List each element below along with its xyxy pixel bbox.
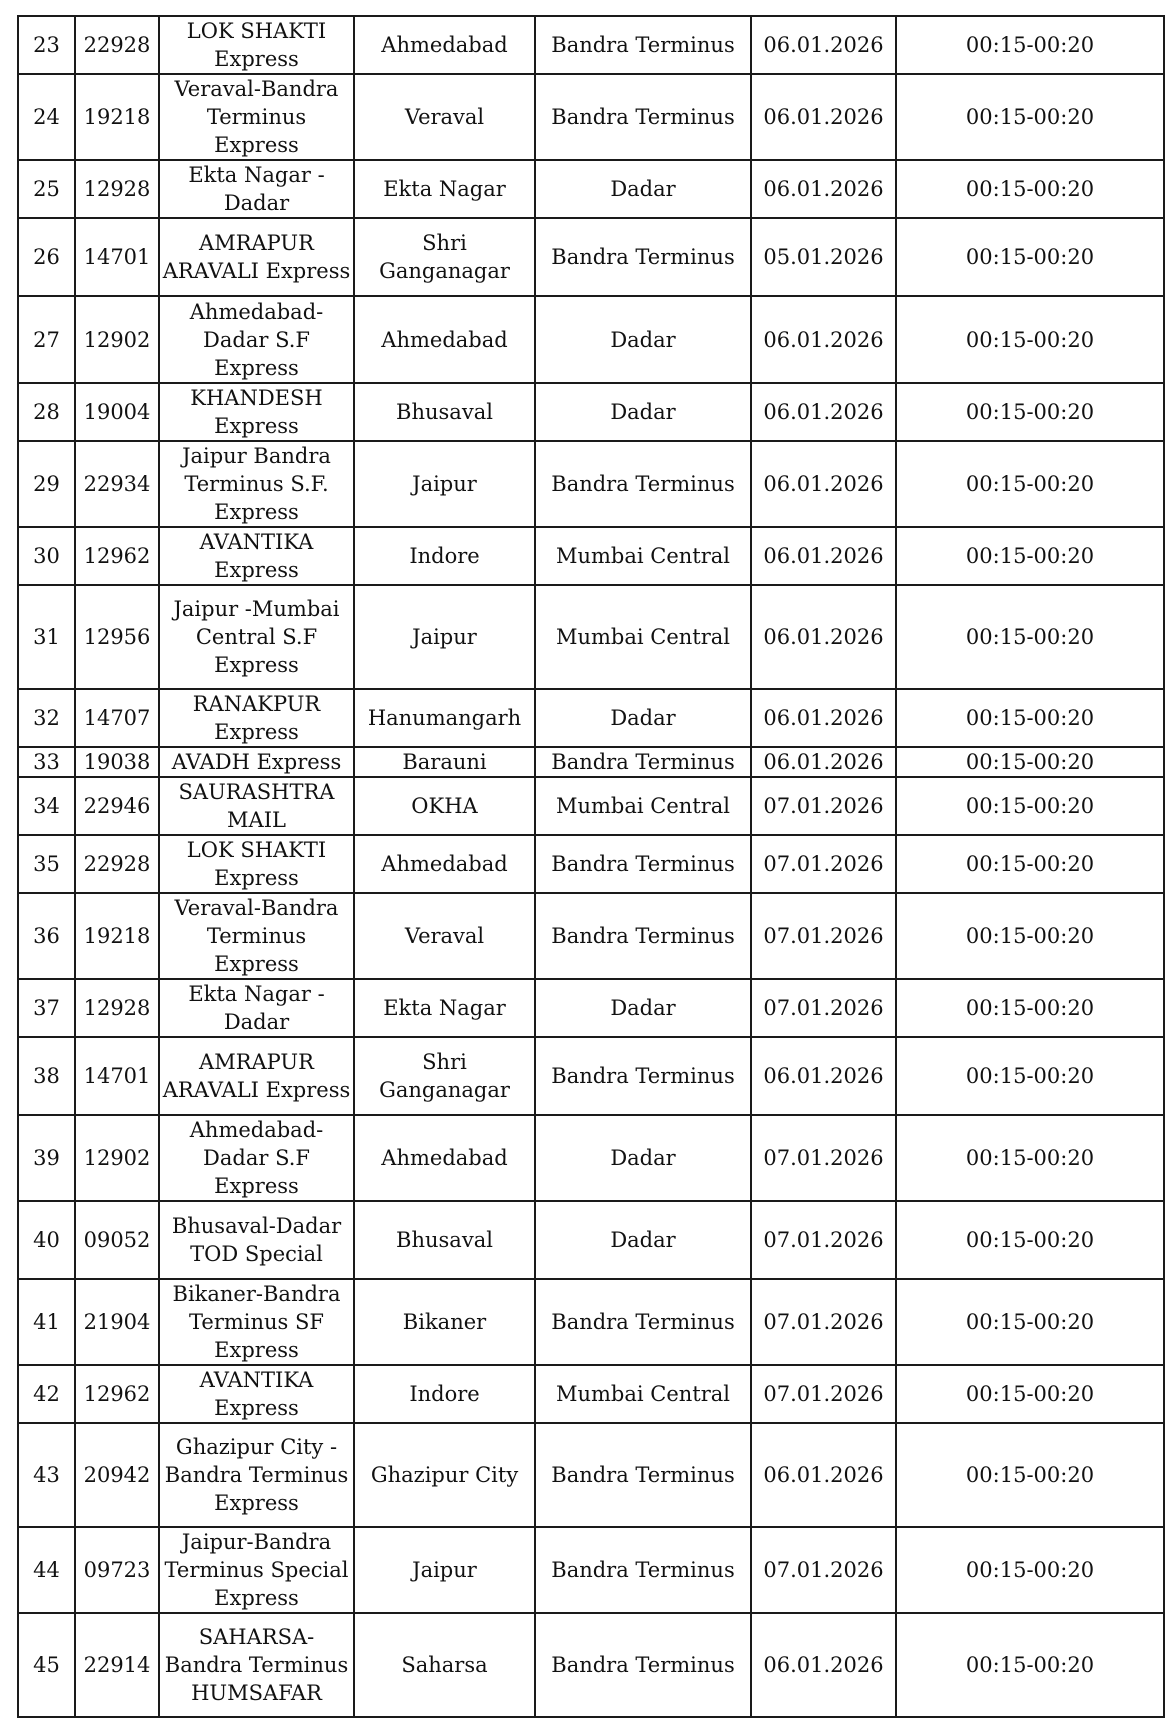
train-name-cell-line: Terminus SF bbox=[189, 1310, 324, 1334]
serial-number-cell: 24 bbox=[18, 74, 75, 160]
train-name-cell-line: Express bbox=[214, 1586, 299, 1610]
serial-number-cell: 33 bbox=[18, 747, 75, 777]
table-row bbox=[18, 1037, 1164, 1115]
serial-number-cell: 32 bbox=[18, 689, 75, 747]
date-cell: 06.01.2026 bbox=[751, 74, 896, 160]
to-station-cell: Bandra Terminus bbox=[535, 1037, 751, 1115]
train-number-cell: 12962 bbox=[75, 527, 159, 585]
train-name-cell-line: Express bbox=[214, 1396, 299, 1420]
date-cell: 06.01.2026 bbox=[751, 585, 896, 689]
train-name-cell-line: Express bbox=[214, 414, 299, 438]
to-station-cell: Bandra Terminus bbox=[535, 1613, 751, 1717]
date-cell: 06.01.2026 bbox=[751, 160, 896, 218]
table-row bbox=[18, 893, 1164, 979]
train-name-cell bbox=[159, 527, 354, 585]
from-station-cell bbox=[354, 1201, 535, 1279]
date-cell: 06.01.2026 bbox=[751, 16, 896, 74]
from-station-cell bbox=[354, 16, 535, 74]
train-name-cell-line: Express bbox=[214, 133, 299, 157]
train-name-cell-line: Central S.F bbox=[195, 625, 318, 649]
date-cell: 07.01.2026 bbox=[751, 1279, 896, 1365]
date-cell: 07.01.2026 bbox=[751, 979, 896, 1037]
train-name-cell-line: Dadar bbox=[223, 1010, 290, 1034]
time-cell: 00:15-00:20 bbox=[896, 16, 1164, 74]
table-row bbox=[18, 1365, 1164, 1423]
train-name-cell-line: Terminus Special bbox=[164, 1558, 349, 1582]
train-name-cell-line: Ekta Nagar - bbox=[188, 163, 325, 187]
time-cell: 00:15-00:20 bbox=[896, 1613, 1164, 1717]
from-station-cell bbox=[354, 1037, 535, 1115]
train-name-cell-line: Dadar bbox=[223, 191, 290, 215]
to-station-cell: Dadar bbox=[535, 296, 751, 383]
from-station-cell-line: Indore bbox=[409, 544, 480, 568]
to-station-cell: Mumbai Central bbox=[535, 585, 751, 689]
time-cell: 00:15-00:20 bbox=[896, 1423, 1164, 1527]
train-name-cell bbox=[159, 777, 354, 835]
date-cell: 07.01.2026 bbox=[751, 835, 896, 893]
from-station-cell-line: Barauni bbox=[402, 750, 487, 774]
from-station-cell bbox=[354, 585, 535, 689]
date-cell: 05.01.2026 bbox=[751, 218, 896, 296]
date-cell: 06.01.2026 bbox=[751, 1423, 896, 1527]
train-number-cell: 09052 bbox=[75, 1201, 159, 1279]
to-station-cell: Bandra Terminus bbox=[535, 441, 751, 527]
from-station-cell bbox=[354, 296, 535, 383]
train-number-cell: 12962 bbox=[75, 1365, 159, 1423]
train-name-cell bbox=[159, 689, 354, 747]
to-station-cell: Dadar bbox=[535, 1201, 751, 1279]
train-name-cell-line: Express bbox=[214, 1174, 299, 1198]
train-number-cell: 19218 bbox=[75, 74, 159, 160]
train-name-cell bbox=[159, 1613, 354, 1717]
from-station-cell bbox=[354, 1423, 535, 1527]
to-station-cell: Bandra Terminus bbox=[535, 1279, 751, 1365]
from-station-cell-line: Ganganagar bbox=[379, 259, 510, 283]
time-cell: 00:15-00:20 bbox=[896, 1527, 1164, 1613]
train-name-cell bbox=[159, 1115, 354, 1201]
train-name-cell-line: ARAVALI Express bbox=[162, 1078, 351, 1102]
date-cell: 07.01.2026 bbox=[751, 1365, 896, 1423]
train-name-cell-line: Express bbox=[214, 866, 299, 890]
train-number-cell: 21904 bbox=[75, 1279, 159, 1365]
train-number-cell: 14701 bbox=[75, 218, 159, 296]
table-row bbox=[18, 1201, 1164, 1279]
train-name-cell-line: Jaipur Bandra bbox=[182, 444, 331, 468]
train-name-cell-line: Express bbox=[214, 1491, 299, 1515]
serial-number-cell: 25 bbox=[18, 160, 75, 218]
train-name-cell-line: Express bbox=[214, 720, 299, 744]
train-name-cell bbox=[159, 1037, 354, 1115]
from-station-cell-line: Hanumangarh bbox=[367, 706, 522, 730]
from-station-cell-line: Ekta Nagar bbox=[383, 177, 506, 201]
train-name-cell bbox=[159, 441, 354, 527]
from-station-cell-line: Bhusaval bbox=[396, 400, 493, 424]
train-name-cell-line: Bandra Terminus bbox=[164, 1463, 349, 1487]
table-row bbox=[18, 1527, 1164, 1613]
date-cell: 07.01.2026 bbox=[751, 777, 896, 835]
table-row bbox=[18, 1613, 1164, 1717]
train-name-cell-line: Terminus bbox=[206, 924, 307, 948]
to-station-cell: Dadar bbox=[535, 383, 751, 441]
time-cell: 00:15-00:20 bbox=[896, 441, 1164, 527]
train-name-cell-line: Dadar S.F bbox=[203, 1146, 310, 1170]
from-station-cell bbox=[354, 747, 535, 777]
train-name-cell-line: Jaipur-Bandra bbox=[181, 1530, 332, 1554]
train-name-cell-line: Express bbox=[214, 653, 299, 677]
from-station-cell-line: Shri bbox=[422, 231, 467, 255]
from-station-cell bbox=[354, 160, 535, 218]
train-name-cell bbox=[159, 1365, 354, 1423]
train-name-cell-line: LOK SHAKTI bbox=[186, 838, 327, 862]
train-name-cell bbox=[159, 16, 354, 74]
from-station-cell bbox=[354, 979, 535, 1037]
time-cell: 00:15-00:20 bbox=[896, 1037, 1164, 1115]
from-station-cell-line: Indore bbox=[409, 1382, 480, 1406]
to-station-cell: Bandra Terminus bbox=[535, 1423, 751, 1527]
train-name-cell-line: TOD Special bbox=[190, 1242, 323, 1266]
train-number-cell: 19218 bbox=[75, 893, 159, 979]
to-station-cell: Dadar bbox=[535, 1115, 751, 1201]
train-name-cell-line: Express bbox=[214, 355, 299, 380]
to-station-cell: Dadar bbox=[535, 689, 751, 747]
train-name-cell-line: Ekta Nagar - bbox=[188, 982, 325, 1006]
from-station-cell bbox=[354, 1613, 535, 1717]
train-name-cell-line: RANAKPUR bbox=[192, 692, 321, 716]
from-station-cell-line: Ahmedabad bbox=[381, 33, 508, 57]
from-station-cell bbox=[354, 835, 535, 893]
table-row bbox=[18, 689, 1164, 747]
from-station-cell-line: Jaipur bbox=[412, 472, 477, 496]
to-station-cell: Bandra Terminus bbox=[535, 1527, 751, 1613]
train-name-cell bbox=[159, 979, 354, 1037]
train-name-cell bbox=[159, 747, 354, 777]
train-name-cell-line: AVANTIKA bbox=[199, 1368, 314, 1392]
train-number-cell: 14707 bbox=[75, 689, 159, 747]
train-number-cell: 14701 bbox=[75, 1037, 159, 1115]
to-station-cell: Dadar bbox=[535, 979, 751, 1037]
table-row bbox=[18, 383, 1164, 441]
to-station-cell: Bandra Terminus bbox=[535, 218, 751, 296]
serial-number-cell: 31 bbox=[18, 585, 75, 689]
train-name-cell bbox=[159, 296, 354, 383]
train-number-cell: 09723 bbox=[75, 1527, 159, 1613]
from-station-cell bbox=[354, 74, 535, 160]
table-row bbox=[18, 296, 1164, 383]
serial-number-cell: 29 bbox=[18, 441, 75, 527]
time-cell: 00:15-00:20 bbox=[896, 689, 1164, 747]
table-row bbox=[18, 218, 1164, 296]
train-number-cell: 22928 bbox=[75, 16, 159, 74]
from-station-cell-line: OKHA bbox=[411, 794, 478, 818]
serial-number-cell: 45 bbox=[18, 1613, 75, 1717]
serial-number-cell: 39 bbox=[18, 1115, 75, 1201]
serial-number-cell: 27 bbox=[18, 296, 75, 383]
train-name-cell-line: SAHARSA- bbox=[198, 1625, 315, 1649]
from-station-cell-line: Bikaner bbox=[402, 1310, 487, 1334]
train-number-cell: 22914 bbox=[75, 1613, 159, 1717]
train-name-cell-line: Bhusaval-Dadar bbox=[171, 1214, 342, 1238]
from-station-cell-line: Ghazipur City bbox=[370, 1463, 519, 1487]
time-cell: 00:15-00:20 bbox=[896, 835, 1164, 893]
to-station-cell: Bandra Terminus bbox=[535, 835, 751, 893]
train-name-cell-line: Express bbox=[214, 47, 299, 71]
time-cell: 00:15-00:20 bbox=[896, 296, 1164, 383]
table-row bbox=[18, 1115, 1164, 1201]
train-name-cell bbox=[159, 218, 354, 296]
to-station-cell: Mumbai Central bbox=[535, 1365, 751, 1423]
train-number-cell: 12928 bbox=[75, 160, 159, 218]
to-station-cell: Mumbai Central bbox=[535, 527, 751, 585]
train-name-cell-line: MAIL bbox=[227, 808, 286, 832]
train-name-cell bbox=[159, 383, 354, 441]
time-cell: 00:15-00:20 bbox=[896, 218, 1164, 296]
time-cell: 00:15-00:20 bbox=[896, 1115, 1164, 1201]
train-name-cell-line: Express bbox=[214, 1338, 299, 1362]
train-name-cell-line: Ahmedabad- bbox=[189, 1118, 324, 1142]
train-name-cell-line: Ghazipur City - bbox=[175, 1435, 338, 1459]
date-cell: 07.01.2026 bbox=[751, 1527, 896, 1613]
from-station-cell-line: Veraval bbox=[404, 105, 485, 129]
time-cell: 00:15-00:20 bbox=[896, 74, 1164, 160]
train-name-cell bbox=[159, 1527, 354, 1613]
table-row bbox=[18, 16, 1164, 74]
train-name-cell-line: Express bbox=[214, 558, 299, 582]
from-station-cell-line: Jaipur bbox=[412, 1558, 477, 1582]
serial-number-cell: 23 bbox=[18, 16, 75, 74]
train-name-cell-line: Dadar S.F bbox=[203, 327, 310, 352]
table-row bbox=[18, 747, 1164, 777]
time-cell: 00:15-00:20 bbox=[896, 1365, 1164, 1423]
train-name-cell-line: Jaipur -Mumbai bbox=[173, 597, 340, 621]
train-number-cell: 22934 bbox=[75, 441, 159, 527]
table-row bbox=[18, 527, 1164, 585]
time-cell: 00:15-00:20 bbox=[896, 893, 1164, 979]
train-number-cell: 22928 bbox=[75, 835, 159, 893]
to-station-cell: Mumbai Central bbox=[535, 777, 751, 835]
train-number-cell: 19038 bbox=[75, 747, 159, 777]
from-station-cell-line: Ahmedabad bbox=[381, 852, 508, 876]
to-station-cell: Bandra Terminus bbox=[535, 893, 751, 979]
from-station-cell-line: Jaipur bbox=[412, 625, 477, 649]
date-cell: 07.01.2026 bbox=[751, 1115, 896, 1201]
train-name-cell bbox=[159, 1279, 354, 1365]
train-number-cell: 20942 bbox=[75, 1423, 159, 1527]
time-cell: 00:15-00:20 bbox=[896, 1201, 1164, 1279]
date-cell: 06.01.2026 bbox=[751, 441, 896, 527]
train-name-cell-line: Express bbox=[214, 952, 299, 976]
date-cell: 06.01.2026 bbox=[751, 689, 896, 747]
train-name-cell-line: HUMSAFAR bbox=[191, 1681, 322, 1705]
train-name-cell-line: Ahmedabad- bbox=[189, 299, 324, 324]
train-name-cell-line: Bikaner-Bandra bbox=[172, 1282, 341, 1306]
to-station-cell: Bandra Terminus bbox=[535, 747, 751, 777]
from-station-cell-line: Saharsa bbox=[401, 1653, 488, 1677]
train-name-cell-line: Terminus S.F. bbox=[184, 472, 329, 496]
serial-number-cell: 41 bbox=[18, 1279, 75, 1365]
serial-number-cell: 40 bbox=[18, 1201, 75, 1279]
from-station-cell bbox=[354, 893, 535, 979]
time-cell: 00:15-00:20 bbox=[896, 527, 1164, 585]
serial-number-cell: 38 bbox=[18, 1037, 75, 1115]
table-row bbox=[18, 835, 1164, 893]
train-schedule-table bbox=[17, 15, 1165, 1718]
serial-number-cell: 30 bbox=[18, 527, 75, 585]
serial-number-cell: 35 bbox=[18, 835, 75, 893]
time-cell: 00:15-00:20 bbox=[896, 383, 1164, 441]
train-number-cell: 12902 bbox=[75, 1115, 159, 1201]
date-cell: 07.01.2026 bbox=[751, 1201, 896, 1279]
date-cell: 06.01.2026 bbox=[751, 383, 896, 441]
from-station-cell bbox=[354, 1365, 535, 1423]
from-station-cell-line: Shri bbox=[422, 1050, 467, 1074]
train-name-cell-line: Express bbox=[214, 500, 299, 524]
train-name-cell bbox=[159, 1423, 354, 1527]
train-name-cell bbox=[159, 585, 354, 689]
serial-number-cell: 44 bbox=[18, 1527, 75, 1613]
date-cell: 06.01.2026 bbox=[751, 747, 896, 777]
table-row bbox=[18, 1423, 1164, 1527]
train-name-cell-line: KHANDESH bbox=[190, 386, 323, 410]
train-name-cell-line: Bandra Terminus bbox=[164, 1653, 349, 1677]
table-row bbox=[18, 777, 1164, 835]
train-name-cell-line: SAURASHTRA bbox=[178, 780, 335, 804]
train-number-cell: 19004 bbox=[75, 383, 159, 441]
serial-number-cell: 36 bbox=[18, 893, 75, 979]
table-body bbox=[18, 16, 1164, 1717]
to-station-cell: Dadar bbox=[535, 160, 751, 218]
serial-number-cell: 34 bbox=[18, 777, 75, 835]
from-station-cell-line: Ekta Nagar bbox=[383, 996, 506, 1020]
from-station-cell bbox=[354, 218, 535, 296]
serial-number-cell: 26 bbox=[18, 218, 75, 296]
serial-number-cell: 28 bbox=[18, 383, 75, 441]
time-cell: 00:15-00:20 bbox=[896, 747, 1164, 777]
from-station-cell-line: Ahmedabad bbox=[381, 1146, 508, 1170]
train-name-cell-line: ARAVALI Express bbox=[162, 259, 351, 283]
train-name-cell-line: Terminus bbox=[206, 105, 307, 129]
to-station-cell: Bandra Terminus bbox=[535, 74, 751, 160]
train-name-cell bbox=[159, 160, 354, 218]
from-station-cell-line: Ahmedabad bbox=[381, 327, 508, 352]
time-cell: 00:15-00:20 bbox=[896, 777, 1164, 835]
train-name-cell-line: LOK SHAKTI bbox=[186, 19, 327, 43]
train-name-cell-line: AVADH Express bbox=[171, 750, 342, 774]
from-station-cell-line: Ganganagar bbox=[379, 1078, 510, 1102]
from-station-cell bbox=[354, 1115, 535, 1201]
from-station-cell bbox=[354, 383, 535, 441]
date-cell: 06.01.2026 bbox=[751, 1613, 896, 1717]
date-cell: 06.01.2026 bbox=[751, 1037, 896, 1115]
train-name-cell-line: AMRAPUR bbox=[199, 231, 314, 255]
table-row bbox=[18, 979, 1164, 1037]
from-station-cell bbox=[354, 1527, 535, 1613]
train-name-cell-line: Veraval-Bandra bbox=[174, 77, 339, 101]
to-station-cell: Bandra Terminus bbox=[535, 16, 751, 74]
serial-number-cell: 37 bbox=[18, 979, 75, 1037]
train-name-cell bbox=[159, 835, 354, 893]
from-station-cell bbox=[354, 777, 535, 835]
time-cell: 00:15-00:20 bbox=[896, 585, 1164, 689]
table-row bbox=[18, 1279, 1164, 1365]
train-name-cell bbox=[159, 1201, 354, 1279]
from-station-cell-line: Veraval bbox=[404, 924, 485, 948]
train-number-cell: 22946 bbox=[75, 777, 159, 835]
time-cell: 00:15-00:20 bbox=[896, 1279, 1164, 1365]
train-name-cell bbox=[159, 74, 354, 160]
train-name-cell-line: Veraval-Bandra bbox=[174, 896, 339, 920]
from-station-cell-line: Bhusaval bbox=[396, 1228, 493, 1252]
time-cell: 00:15-00:20 bbox=[896, 979, 1164, 1037]
date-cell: 06.01.2026 bbox=[751, 527, 896, 585]
date-cell: 07.01.2026 bbox=[751, 893, 896, 979]
train-number-cell: 12928 bbox=[75, 979, 159, 1037]
table-row bbox=[18, 585, 1164, 689]
date-cell: 06.01.2026 bbox=[751, 296, 896, 383]
table-row bbox=[18, 74, 1164, 160]
train-name-cell-line: AVANTIKA bbox=[199, 530, 314, 554]
time-cell: 00:15-00:20 bbox=[896, 160, 1164, 218]
serial-number-cell: 42 bbox=[18, 1365, 75, 1423]
table-row bbox=[18, 160, 1164, 218]
from-station-cell bbox=[354, 1279, 535, 1365]
train-number-cell: 12956 bbox=[75, 585, 159, 689]
train-number-cell: 12902 bbox=[75, 296, 159, 383]
from-station-cell bbox=[354, 527, 535, 585]
train-name-cell-line: AMRAPUR bbox=[199, 1050, 314, 1074]
table-row bbox=[18, 441, 1164, 527]
from-station-cell bbox=[354, 689, 535, 747]
from-station-cell bbox=[354, 441, 535, 527]
train-name-cell bbox=[159, 893, 354, 979]
serial-number-cell: 43 bbox=[18, 1423, 75, 1527]
